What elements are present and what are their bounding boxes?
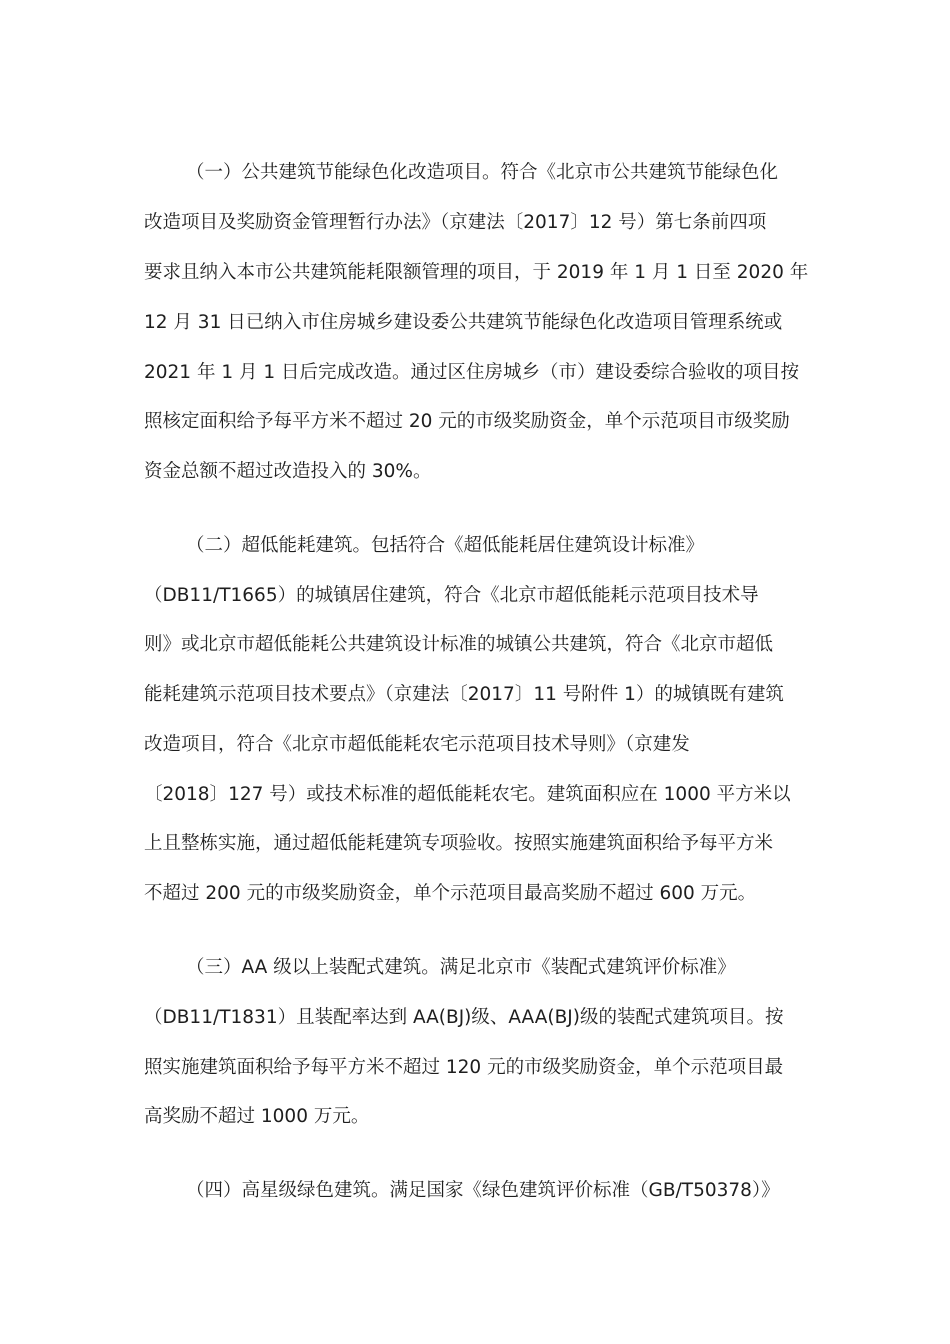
paragraph-2-line-6: 〔2018〕127 号）或技术标准的超低能耗农宅。建筑面积应在 1000 平方米以: [144, 784, 791, 805]
paragraph-2-line-2: （DB11/T1665）的城镇居住建筑，符合《北京市超低能耗示范项目技术导: [144, 585, 759, 606]
paragraph-2-line-5: 改造项目，符合《北京市超低能耗农宅示范项目技术导则》（京建发: [144, 734, 690, 755]
paragraph-1-line-4: 12 月 31 日已纳入市住房城乡建设委公共建筑节能绿色化改造项目管理系统或: [144, 312, 783, 333]
paragraph-4-line-1: （四）高星级绿色建筑。满足国家《绿色建筑评价标准（GB/T50378）》: [186, 1180, 780, 1201]
paragraph-2-line-8: 不超过 200 元的市级奖励资金，单个示范项目最高奖励不超过 600 万元。: [144, 883, 757, 904]
paragraph-2-line-4: 能耗建筑示范项目技术要点》（京建法〔2017〕11 号附件 1）的城镇既有建筑: [144, 684, 784, 705]
paragraph-1-line-6: 照核定面积给予每平方米不超过 20 元的市级奖励资金，单个示范项目市级奖励: [144, 411, 790, 432]
paragraph-3-line-3: 照实施建筑面积给予每平方米不超过 120 元的市级奖励资金，单个示范项目最: [144, 1057, 784, 1078]
paragraph-1-line-2: 改造项目及奖励资金管理暂行办法》（京建法〔2017〕12 号）第七条前四项: [144, 212, 767, 233]
paragraph-1-line-5: 2021 年 1 月 1 日后完成改造。通过区住房城乡（市）建设委综合验收的项目按: [144, 362, 800, 383]
paragraph-1-line-3: 要求且纳入本市公共建筑能耗限额管理的项目，于 2019 年 1 月 1 日至 2020 年: [144, 262, 809, 283]
paragraph-3-line-1: （三）AA 级以上装配式建筑。满足北京市《装配式建筑评价标准》: [186, 957, 736, 978]
paragraph-1-line-1: （一）公共建筑节能绿色化改造项目。符合《北京市公共建筑节能绿色化: [186, 162, 779, 183]
paragraph-2-line-3: 则》或北京市超低能耗公共建筑设计标准的城镇公共建筑，符合《北京市超低: [144, 634, 774, 655]
paragraph-2-line-1: （二）超低能耗建筑。包括符合《超低能耗居住建筑设计标准》: [186, 535, 705, 556]
paragraph-2-line-7: 上且整栋实施，通过超低能耗建筑专项验收。按照实施建筑面积给予每平方米: [144, 833, 774, 854]
paragraph-3-line-2: （DB11/T1831）且装配率达到 AA(BJ)级、AAA(BJ)级的装配式建筑项目。按: [144, 1007, 784, 1028]
paragraph-3-line-4: 高奖励不超过 1000 万元。: [144, 1106, 370, 1127]
paragraph-1-line-7: 资金总额不超过改造投入的 30%。: [144, 461, 432, 482]
